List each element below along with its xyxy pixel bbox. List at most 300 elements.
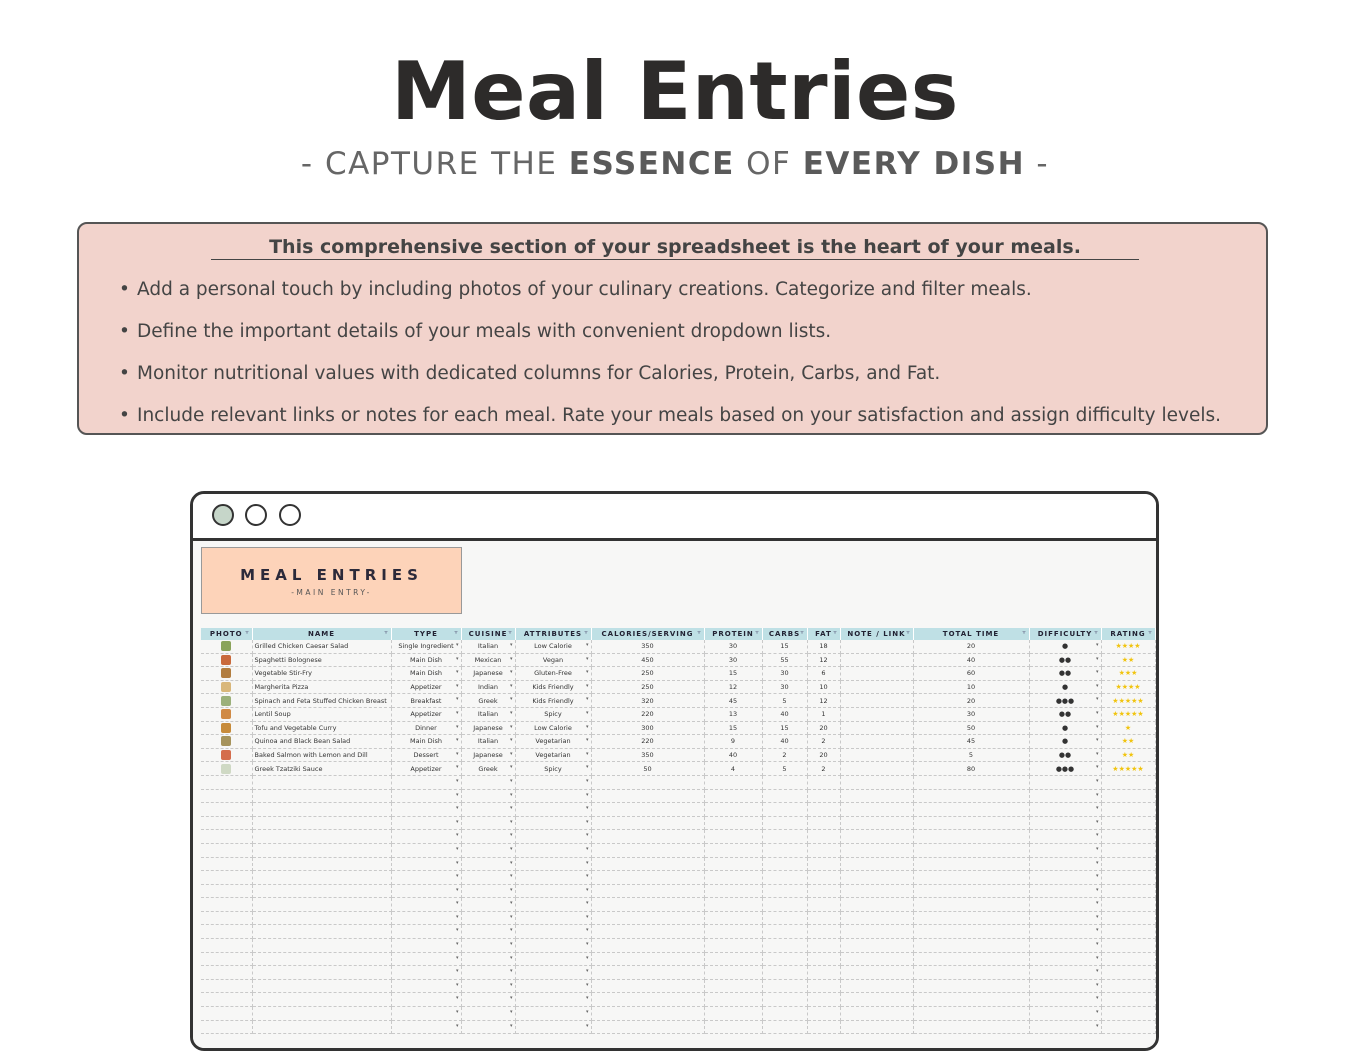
empty-cell[interactable] xyxy=(461,871,515,885)
cuisine-cell[interactable]: Greek ▾ xyxy=(461,694,515,708)
empty-cell[interactable] xyxy=(913,789,1029,803)
cuisine-cell[interactable]: Greek ▾ xyxy=(461,762,515,776)
attributes-cell[interactable]: Vegan ▾ xyxy=(515,653,591,667)
dropdown-arrow-icon[interactable]: ▾ xyxy=(509,845,513,852)
empty-cell[interactable] xyxy=(807,775,840,789)
empty-cell[interactable] xyxy=(201,979,252,993)
empty-cell[interactable] xyxy=(201,925,252,939)
empty-cell[interactable] xyxy=(1029,843,1101,857)
note-cell[interactable] xyxy=(840,667,913,681)
note-cell[interactable] xyxy=(840,721,913,735)
empty-cell[interactable] xyxy=(1101,939,1155,953)
column-header-rating[interactable]: RATING ▿ xyxy=(1101,628,1155,640)
carbs-cell[interactable]: 5 xyxy=(762,762,807,776)
note-cell[interactable] xyxy=(840,640,913,653)
empty-cell[interactable] xyxy=(201,789,252,803)
empty-cell[interactable] xyxy=(762,952,807,966)
empty-cell[interactable] xyxy=(1101,803,1155,817)
empty-cell[interactable] xyxy=(1101,789,1155,803)
rating-cell[interactable] xyxy=(1101,680,1155,694)
dropdown-arrow-icon[interactable]: ▾ xyxy=(455,1009,459,1016)
note-cell[interactable] xyxy=(840,680,913,694)
empty-cell[interactable] xyxy=(762,939,807,953)
dropdown-arrow-icon[interactable]: ▾ xyxy=(585,669,589,676)
empty-cell[interactable] xyxy=(461,911,515,925)
empty-cell[interactable] xyxy=(591,966,704,980)
fat-cell[interactable]: 10 xyxy=(807,680,840,694)
empty-cell[interactable] xyxy=(807,843,840,857)
empty-cell[interactable] xyxy=(591,843,704,857)
empty-cell[interactable] xyxy=(515,830,591,844)
empty-cell[interactable] xyxy=(913,925,1029,939)
empty-cell[interactable] xyxy=(1029,925,1101,939)
total-time-cell[interactable]: 20 xyxy=(913,694,1029,708)
type-cell[interactable]: Dinner ▾ xyxy=(391,721,461,735)
type-cell[interactable]: Dessert ▾ xyxy=(391,748,461,762)
dropdown-arrow-icon[interactable]: ▾ xyxy=(1095,723,1099,730)
empty-cell[interactable] xyxy=(762,1007,807,1021)
empty-cell[interactable] xyxy=(1029,952,1101,966)
filter-icon[interactable]: ▿ xyxy=(454,629,459,636)
empty-cell[interactable] xyxy=(1029,911,1101,925)
empty-cell[interactable] xyxy=(840,1007,913,1021)
empty-cell[interactable] xyxy=(840,898,913,912)
empty-cell[interactable] xyxy=(1029,816,1101,830)
photo-cell[interactable] xyxy=(201,721,252,735)
name-cell[interactable]: Vegetable Stir-Fry xyxy=(252,667,391,681)
type-cell[interactable]: Appetizer ▾ xyxy=(391,707,461,721)
dropdown-arrow-icon[interactable]: ▾ xyxy=(585,900,589,907)
fat-cell[interactable]: 18 xyxy=(807,640,840,653)
fat-cell[interactable]: 2 xyxy=(807,762,840,776)
dropdown-arrow-icon[interactable]: ▾ xyxy=(509,832,513,839)
empty-cell[interactable] xyxy=(762,871,807,885)
empty-cell[interactable] xyxy=(252,789,391,803)
empty-cell[interactable] xyxy=(201,993,252,1007)
empty-cell[interactable] xyxy=(704,775,762,789)
empty-cell[interactable] xyxy=(252,816,391,830)
empty-cell[interactable] xyxy=(461,966,515,980)
column-header-cuisine[interactable]: CUISINE ▿ xyxy=(461,628,515,640)
dropdown-arrow-icon[interactable]: ▾ xyxy=(455,873,459,880)
empty-cell[interactable] xyxy=(1029,993,1101,1007)
empty-cell[interactable] xyxy=(704,1007,762,1021)
empty-cell[interactable] xyxy=(252,925,391,939)
empty-cell[interactable] xyxy=(840,803,913,817)
dropdown-arrow-icon[interactable]: ▾ xyxy=(1095,777,1099,784)
carbs-cell[interactable]: 30 xyxy=(762,680,807,694)
dropdown-arrow-icon[interactable]: ▾ xyxy=(1095,791,1099,798)
attributes-cell[interactable]: Spicy ▾ xyxy=(515,707,591,721)
empty-cell[interactable] xyxy=(807,979,840,993)
carbs-cell[interactable]: 40 xyxy=(762,735,807,749)
empty-cell[interactable] xyxy=(591,830,704,844)
dropdown-arrow-icon[interactable]: ▾ xyxy=(1095,859,1099,866)
empty-cell[interactable] xyxy=(762,911,807,925)
dropdown-arrow-icon[interactable]: ▾ xyxy=(585,995,589,1002)
empty-cell[interactable] xyxy=(840,816,913,830)
fat-cell[interactable]: 1 xyxy=(807,707,840,721)
type-cell[interactable]: Appetizer ▾ xyxy=(391,680,461,694)
empty-cell[interactable] xyxy=(1029,803,1101,817)
column-header-total-time[interactable]: TOTAL TIME ▿ xyxy=(913,628,1029,640)
name-cell[interactable]: Lentil Soup xyxy=(252,707,391,721)
dropdown-arrow-icon[interactable]: ▾ xyxy=(1095,642,1099,648)
calories-cell[interactable]: 300 xyxy=(591,721,704,735)
attributes-cell[interactable]: Spicy ▾ xyxy=(515,762,591,776)
empty-cell[interactable] xyxy=(1101,1007,1155,1021)
fat-cell[interactable]: 12 xyxy=(807,653,840,667)
empty-cell[interactable] xyxy=(807,830,840,844)
rating-cell[interactable] xyxy=(1101,653,1155,667)
empty-cell[interactable] xyxy=(461,952,515,966)
empty-cell[interactable] xyxy=(1029,898,1101,912)
dropdown-arrow-icon[interactable]: ▾ xyxy=(1095,845,1099,852)
empty-cell[interactable] xyxy=(704,925,762,939)
difficulty-cell[interactable] xyxy=(1029,762,1101,776)
empty-cell[interactable] xyxy=(391,803,461,817)
calories-cell[interactable]: 350 xyxy=(591,640,704,653)
column-header-attributes[interactable]: ATTRIBUTES ▿ xyxy=(515,628,591,640)
total-time-cell[interactable]: 40 xyxy=(913,653,1029,667)
empty-cell[interactable] xyxy=(704,993,762,1007)
column-header-calories-serving[interactable]: CALORIES/SERVING ▿ xyxy=(591,628,704,640)
note-cell[interactable] xyxy=(840,748,913,762)
dropdown-arrow-icon[interactable]: ▾ xyxy=(1095,941,1099,948)
empty-cell[interactable] xyxy=(591,871,704,885)
carbs-cell[interactable]: 55 xyxy=(762,653,807,667)
attributes-cell[interactable]: Vegetarian ▾ xyxy=(515,748,591,762)
empty-cell[interactable] xyxy=(461,775,515,789)
dropdown-arrow-icon[interactable]: ▾ xyxy=(509,764,513,771)
empty-cell[interactable] xyxy=(591,993,704,1007)
empty-cell[interactable] xyxy=(591,939,704,953)
empty-cell[interactable] xyxy=(913,775,1029,789)
empty-cell[interactable] xyxy=(461,857,515,871)
empty-cell[interactable] xyxy=(515,966,591,980)
dropdown-arrow-icon[interactable]: ▾ xyxy=(509,859,513,866)
cuisine-cell[interactable]: Italian ▾ xyxy=(461,640,515,653)
name-cell[interactable]: Grilled Chicken Caesar Salad xyxy=(252,640,391,653)
note-cell[interactable] xyxy=(840,653,913,667)
dropdown-arrow-icon[interactable]: ▾ xyxy=(509,900,513,907)
dropdown-arrow-icon[interactable]: ▾ xyxy=(509,642,513,648)
empty-cell[interactable] xyxy=(515,843,591,857)
empty-cell[interactable] xyxy=(704,898,762,912)
photo-cell[interactable] xyxy=(201,640,252,653)
empty-cell[interactable] xyxy=(591,775,704,789)
dropdown-arrow-icon[interactable]: ▾ xyxy=(1095,873,1099,880)
dropdown-arrow-icon[interactable]: ▾ xyxy=(585,696,589,703)
dropdown-arrow-icon[interactable]: ▾ xyxy=(509,927,513,934)
name-cell[interactable]: Baked Salmon with Lemon and Dill xyxy=(252,748,391,762)
empty-cell[interactable] xyxy=(461,789,515,803)
note-cell[interactable] xyxy=(840,762,913,776)
empty-cell[interactable] xyxy=(913,898,1029,912)
dropdown-arrow-icon[interactable]: ▾ xyxy=(455,968,459,975)
empty-cell[interactable] xyxy=(515,911,591,925)
empty-cell[interactable] xyxy=(762,857,807,871)
empty-cell[interactable] xyxy=(201,952,252,966)
photo-cell[interactable] xyxy=(201,680,252,694)
empty-cell[interactable] xyxy=(391,871,461,885)
empty-cell[interactable] xyxy=(840,830,913,844)
empty-cell[interactable] xyxy=(591,1020,704,1034)
empty-cell[interactable] xyxy=(515,884,591,898)
total-time-cell[interactable]: 5 xyxy=(913,748,1029,762)
empty-cell[interactable] xyxy=(704,939,762,953)
empty-cell[interactable] xyxy=(461,1007,515,1021)
dropdown-arrow-icon[interactable]: ▾ xyxy=(1095,696,1099,703)
empty-cell[interactable] xyxy=(591,911,704,925)
dropdown-arrow-icon[interactable]: ▾ xyxy=(1095,981,1099,988)
rating-cell[interactable] xyxy=(1101,721,1155,735)
dropdown-arrow-icon[interactable]: ▾ xyxy=(455,764,459,771)
empty-cell[interactable] xyxy=(807,939,840,953)
fat-cell[interactable]: 2 xyxy=(807,735,840,749)
dropdown-arrow-icon[interactable]: ▾ xyxy=(1095,805,1099,812)
dropdown-arrow-icon[interactable]: ▾ xyxy=(455,818,459,825)
empty-cell[interactable] xyxy=(201,803,252,817)
empty-cell[interactable] xyxy=(704,830,762,844)
empty-cell[interactable] xyxy=(840,843,913,857)
empty-cell[interactable] xyxy=(807,871,840,885)
empty-cell[interactable] xyxy=(391,898,461,912)
dropdown-arrow-icon[interactable]: ▾ xyxy=(1095,1022,1099,1029)
empty-cell[interactable] xyxy=(913,952,1029,966)
empty-cell[interactable] xyxy=(913,911,1029,925)
filter-icon[interactable]: ▿ xyxy=(755,629,760,636)
difficulty-cell[interactable] xyxy=(1029,680,1101,694)
carbs-cell[interactable]: 5 xyxy=(762,694,807,708)
dropdown-arrow-icon[interactable]: ▾ xyxy=(585,886,589,893)
empty-cell[interactable] xyxy=(252,884,391,898)
dropdown-arrow-icon[interactable]: ▾ xyxy=(455,669,459,676)
empty-cell[interactable] xyxy=(840,789,913,803)
empty-cell[interactable] xyxy=(840,925,913,939)
empty-cell[interactable] xyxy=(461,979,515,993)
dropdown-arrow-icon[interactable]: ▾ xyxy=(1095,968,1099,975)
total-time-cell[interactable]: 80 xyxy=(913,762,1029,776)
note-cell[interactable] xyxy=(840,707,913,721)
type-cell[interactable]: Main Dish ▾ xyxy=(391,735,461,749)
empty-cell[interactable] xyxy=(1101,898,1155,912)
empty-cell[interactable] xyxy=(840,775,913,789)
photo-cell[interactable] xyxy=(201,667,252,681)
total-time-cell[interactable]: 45 xyxy=(913,735,1029,749)
empty-cell[interactable] xyxy=(515,925,591,939)
empty-cell[interactable] xyxy=(1029,830,1101,844)
difficulty-cell[interactable] xyxy=(1029,707,1101,721)
dropdown-arrow-icon[interactable]: ▾ xyxy=(455,954,459,961)
filter-icon[interactable]: ▿ xyxy=(906,629,911,636)
empty-cell[interactable] xyxy=(391,911,461,925)
column-header-note-link[interactable]: NOTE / LINK ▿ xyxy=(840,628,913,640)
empty-cell[interactable] xyxy=(1029,775,1101,789)
protein-cell[interactable]: 30 xyxy=(704,640,762,653)
empty-cell[interactable] xyxy=(762,884,807,898)
empty-cell[interactable] xyxy=(1101,966,1155,980)
empty-cell[interactable] xyxy=(391,925,461,939)
rating-cell[interactable] xyxy=(1101,667,1155,681)
empty-cell[interactable] xyxy=(461,830,515,844)
empty-cell[interactable] xyxy=(807,789,840,803)
photo-cell[interactable] xyxy=(201,735,252,749)
cuisine-cell[interactable]: Mexican ▾ xyxy=(461,653,515,667)
rating-cell[interactable] xyxy=(1101,762,1155,776)
empty-cell[interactable] xyxy=(1029,1007,1101,1021)
dropdown-arrow-icon[interactable]: ▾ xyxy=(509,1009,513,1016)
empty-cell[interactable] xyxy=(515,993,591,1007)
empty-cell[interactable] xyxy=(591,898,704,912)
dropdown-arrow-icon[interactable]: ▾ xyxy=(1095,995,1099,1002)
empty-cell[interactable] xyxy=(252,993,391,1007)
dropdown-arrow-icon[interactable]: ▾ xyxy=(509,913,513,920)
dropdown-arrow-icon[interactable]: ▾ xyxy=(509,941,513,948)
attributes-cell[interactable]: Low Calorie ▾ xyxy=(515,721,591,735)
empty-cell[interactable] xyxy=(591,884,704,898)
empty-cell[interactable] xyxy=(391,993,461,1007)
calories-cell[interactable]: 320 xyxy=(591,694,704,708)
carbs-cell[interactable]: 30 xyxy=(762,667,807,681)
empty-cell[interactable] xyxy=(762,775,807,789)
window-close-button[interactable] xyxy=(212,504,234,526)
dropdown-arrow-icon[interactable]: ▾ xyxy=(509,954,513,961)
empty-cell[interactable] xyxy=(1101,871,1155,885)
empty-cell[interactable] xyxy=(762,816,807,830)
dropdown-arrow-icon[interactable]: ▾ xyxy=(509,777,513,784)
empty-cell[interactable] xyxy=(704,803,762,817)
empty-cell[interactable] xyxy=(201,830,252,844)
total-time-cell[interactable]: 60 xyxy=(913,667,1029,681)
filter-icon[interactable]: ▿ xyxy=(584,629,589,636)
type-cell[interactable]: Breakfast ▾ xyxy=(391,694,461,708)
name-cell[interactable]: Quinoa and Black Bean Salad xyxy=(252,735,391,749)
empty-cell[interactable] xyxy=(807,1007,840,1021)
empty-cell[interactable] xyxy=(807,816,840,830)
dropdown-arrow-icon[interactable]: ▾ xyxy=(585,709,589,716)
dropdown-arrow-icon[interactable]: ▾ xyxy=(585,1022,589,1029)
dropdown-arrow-icon[interactable]: ▾ xyxy=(509,791,513,798)
empty-cell[interactable] xyxy=(252,1007,391,1021)
empty-cell[interactable] xyxy=(913,830,1029,844)
dropdown-arrow-icon[interactable]: ▾ xyxy=(585,859,589,866)
dropdown-arrow-icon[interactable]: ▾ xyxy=(455,723,459,730)
empty-cell[interactable] xyxy=(704,1020,762,1034)
fat-cell[interactable]: 6 xyxy=(807,667,840,681)
empty-cell[interactable] xyxy=(252,830,391,844)
empty-cell[interactable] xyxy=(515,952,591,966)
dropdown-arrow-icon[interactable]: ▾ xyxy=(585,845,589,852)
dropdown-arrow-icon[interactable]: ▾ xyxy=(585,737,589,744)
dropdown-arrow-icon[interactable]: ▾ xyxy=(1095,927,1099,934)
empty-cell[interactable] xyxy=(913,966,1029,980)
attributes-cell[interactable]: Vegetarian ▾ xyxy=(515,735,591,749)
empty-cell[interactable] xyxy=(201,816,252,830)
dropdown-arrow-icon[interactable]: ▾ xyxy=(585,818,589,825)
column-header-protein[interactable]: PROTEIN ▿ xyxy=(704,628,762,640)
column-header-difficulty[interactable]: DIFFICULTY ▿ xyxy=(1029,628,1101,640)
type-cell[interactable]: Appetizer ▾ xyxy=(391,762,461,776)
dropdown-arrow-icon[interactable]: ▾ xyxy=(455,859,459,866)
dropdown-arrow-icon[interactable]: ▾ xyxy=(1095,954,1099,961)
empty-cell[interactable] xyxy=(1101,884,1155,898)
dropdown-arrow-icon[interactable]: ▾ xyxy=(455,750,459,757)
difficulty-cell[interactable] xyxy=(1029,653,1101,667)
empty-cell[interactable] xyxy=(461,803,515,817)
dropdown-arrow-icon[interactable]: ▾ xyxy=(1095,709,1099,716)
dropdown-arrow-icon[interactable]: ▾ xyxy=(1095,886,1099,893)
empty-cell[interactable] xyxy=(515,816,591,830)
fat-cell[interactable]: 20 xyxy=(807,748,840,762)
empty-cell[interactable] xyxy=(913,857,1029,871)
empty-cell[interactable] xyxy=(515,775,591,789)
empty-cell[interactable] xyxy=(515,857,591,871)
empty-cell[interactable] xyxy=(461,898,515,912)
calories-cell[interactable]: 450 xyxy=(591,653,704,667)
fat-cell[interactable]: 20 xyxy=(807,721,840,735)
empty-cell[interactable] xyxy=(591,816,704,830)
dropdown-arrow-icon[interactable]: ▾ xyxy=(455,655,459,662)
dropdown-arrow-icon[interactable]: ▾ xyxy=(455,642,459,648)
empty-cell[interactable] xyxy=(913,939,1029,953)
empty-cell[interactable] xyxy=(461,1020,515,1034)
dropdown-arrow-icon[interactable]: ▾ xyxy=(509,709,513,716)
empty-cell[interactable] xyxy=(201,911,252,925)
empty-cell[interactable] xyxy=(591,1007,704,1021)
window-minimize-button[interactable] xyxy=(245,504,267,526)
dropdown-arrow-icon[interactable]: ▾ xyxy=(1095,750,1099,757)
attributes-cell[interactable]: Gluten-Free ▾ xyxy=(515,667,591,681)
empty-cell[interactable] xyxy=(762,1020,807,1034)
fat-cell[interactable]: 12 xyxy=(807,694,840,708)
dropdown-arrow-icon[interactable]: ▾ xyxy=(509,696,513,703)
filter-icon[interactable]: ▿ xyxy=(697,629,702,636)
protein-cell[interactable]: 15 xyxy=(704,721,762,735)
empty-cell[interactable] xyxy=(704,816,762,830)
empty-cell[interactable] xyxy=(704,789,762,803)
rating-cell[interactable] xyxy=(1101,707,1155,721)
empty-cell[interactable] xyxy=(807,993,840,1007)
dropdown-arrow-icon[interactable]: ▾ xyxy=(455,1022,459,1029)
dropdown-arrow-icon[interactable]: ▾ xyxy=(509,981,513,988)
dropdown-arrow-icon[interactable]: ▾ xyxy=(585,941,589,948)
type-cell[interactable]: Single Ingredient ▾ xyxy=(391,640,461,653)
dropdown-arrow-icon[interactable]: ▾ xyxy=(455,696,459,703)
dropdown-arrow-icon[interactable]: ▾ xyxy=(509,737,513,744)
dropdown-arrow-icon[interactable]: ▾ xyxy=(455,737,459,744)
empty-cell[interactable] xyxy=(913,979,1029,993)
dropdown-arrow-icon[interactable]: ▾ xyxy=(509,669,513,676)
type-cell[interactable]: Main Dish ▾ xyxy=(391,653,461,667)
dropdown-arrow-icon[interactable]: ▾ xyxy=(509,805,513,812)
empty-cell[interactable] xyxy=(840,884,913,898)
rating-cell[interactable] xyxy=(1101,694,1155,708)
dropdown-arrow-icon[interactable]: ▾ xyxy=(1095,1009,1099,1016)
carbs-cell[interactable]: 2 xyxy=(762,748,807,762)
empty-cell[interactable] xyxy=(807,966,840,980)
attributes-cell[interactable]: Kids Friendly ▾ xyxy=(515,680,591,694)
empty-cell[interactable] xyxy=(515,789,591,803)
name-cell[interactable]: Margherita Pizza xyxy=(252,680,391,694)
empty-cell[interactable] xyxy=(762,979,807,993)
name-cell[interactable]: Greek Tzatziki Sauce xyxy=(252,762,391,776)
filter-icon[interactable]: ▿ xyxy=(800,629,805,636)
dropdown-arrow-icon[interactable]: ▾ xyxy=(509,1022,513,1029)
dropdown-arrow-icon[interactable]: ▾ xyxy=(455,709,459,716)
attributes-cell[interactable]: Low Calorie ▾ xyxy=(515,640,591,653)
empty-cell[interactable] xyxy=(201,857,252,871)
